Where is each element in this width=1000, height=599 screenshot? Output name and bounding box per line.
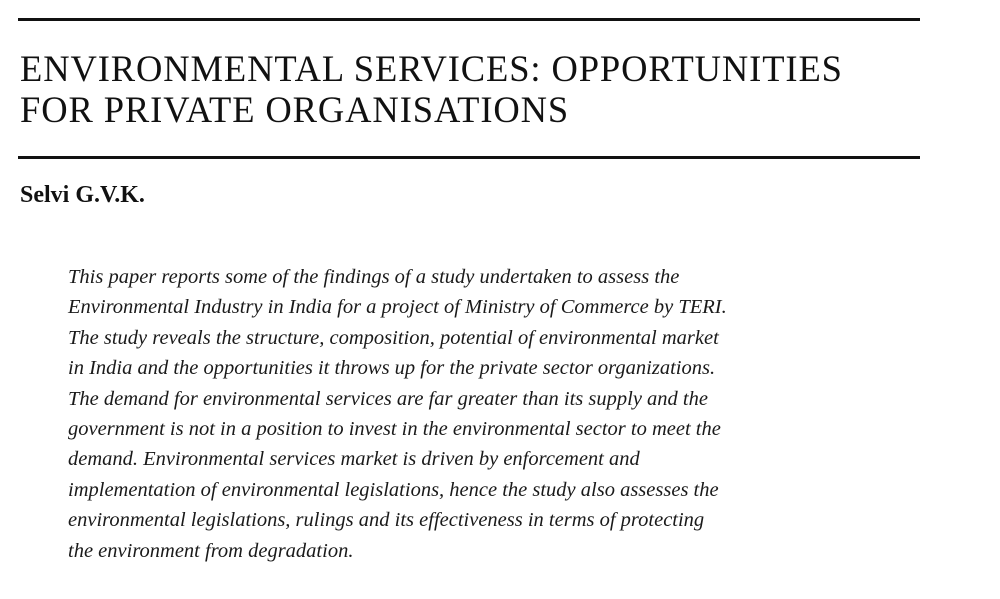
abstract-line: The demand for environmental services are far greater than its supply and the bbox=[68, 387, 708, 410]
author-name: Selvi G.V.K. bbox=[20, 182, 145, 208]
title-line-2: FOR PRIVATE ORGANISATIONS bbox=[20, 89, 570, 130]
abstract-line: implementation of environmental legislations, hence the study also assesses the bbox=[68, 478, 719, 501]
top-rule bbox=[18, 18, 920, 21]
abstract-line: demand. Environmental services market is driven by enforcement and bbox=[68, 448, 640, 471]
abstract-line: the environment from degradation. bbox=[68, 539, 354, 562]
abstract bbox=[68, 262, 878, 566]
title-line-1: ENVIRONMENTAL SERVICES: OPPORTUNITIES bbox=[20, 48, 843, 89]
abstract-line: Environmental Industry in India for a project of Ministry of Commerce by TERI. bbox=[68, 296, 727, 319]
title-bottom-rule bbox=[18, 156, 920, 159]
abstract-line: in India and the opportunities it throws up for the private sector organizations. bbox=[68, 357, 716, 380]
abstract-line: environmental legislations, rulings and its effectiveness in terms of protecting bbox=[68, 509, 705, 532]
abstract-line: The study reveals the structure, composition, potential of environmental market bbox=[68, 326, 719, 349]
abstract-line: This paper reports some of the findings of a study undertaken to assess the bbox=[68, 266, 680, 288]
paper-title bbox=[20, 48, 940, 130]
abstract-line: government is not in a position to invest in the environmental sector to meet the bbox=[68, 417, 721, 440]
